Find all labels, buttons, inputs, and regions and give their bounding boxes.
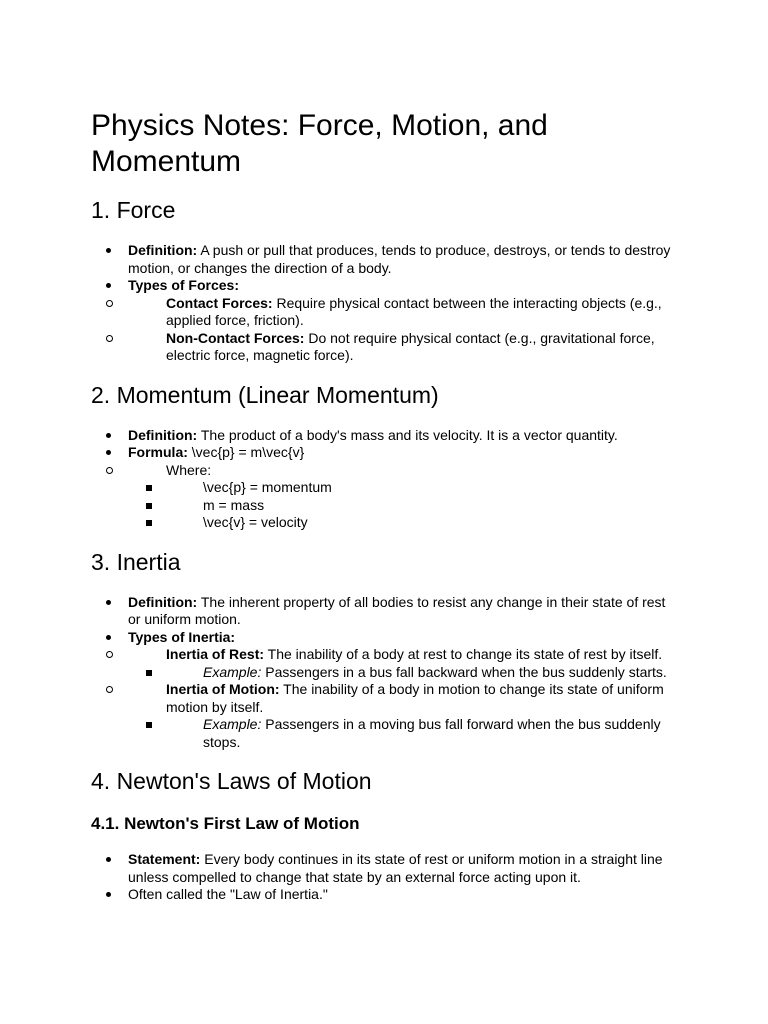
section-heading-newtons-laws: 4. Newton's Laws of Motion: [91, 768, 372, 794]
example-label: Example:: [203, 716, 262, 732]
list-item: [128, 681, 678, 751]
section-heading-force: 1. Force: [91, 197, 176, 223]
list-item: [91, 444, 678, 532]
sub-sub-list: [166, 664, 678, 682]
list-item: [166, 716, 678, 751]
term-text: The inability of a body at rest to change its state of rest by itself.: [264, 646, 663, 662]
sub-list: [128, 462, 678, 532]
term-label: Inertia of Motion:: [166, 681, 280, 697]
sub-sub-list: [166, 716, 678, 751]
term-label: Inertia of Rest:: [166, 646, 265, 662]
term-text: The inherent property of all bodies to resist any change in their state of rest or uniform motion.: [128, 593, 666, 627]
page-title: Physics Notes: Force, Motion, and Momentum: [91, 109, 548, 178]
where-label: Where:: [166, 461, 212, 478]
term-text: Every body continues in its state of rest or uniform motion in a straight line unless compelled to change that state by an external force acting upon it.: [128, 851, 663, 885]
momentum-list: [91, 427, 678, 532]
first-law-list: [91, 851, 678, 904]
example-label: Example:: [203, 663, 262, 680]
list-item: [91, 629, 678, 752]
term-text: Require physical contact between the interacting objects (e.g., applied force, friction).: [166, 294, 662, 328]
list-item: \vec{p} = momentum: [166, 479, 678, 497]
term-text: The inability of a body in motion to change its state of uniform motion by itself.: [166, 681, 664, 715]
list-item: Often called the "Law of Inertia.": [91, 886, 678, 904]
force-list: [91, 242, 678, 365]
list-item: \vec{v} = velocity: [166, 514, 678, 532]
term-label: Definition:: [128, 426, 198, 443]
term-label: Definition:: [128, 593, 198, 610]
sub-list: [128, 646, 678, 751]
example-text: Passengers in a bus fall backward when the bus suddenly starts.: [261, 663, 667, 680]
term-label: Statement:: [128, 851, 201, 867]
subsection-heading-first-law: 4.1. Newton's First Law of Motion: [91, 814, 360, 833]
section-heading-inertia: 3. Inertia: [91, 548, 181, 575]
term-text: Do not require physical contact (e.g., gravitational force, electric force, magnetic force).: [166, 329, 655, 363]
list-item: [128, 646, 678, 681]
list-item: [91, 851, 678, 886]
term-text: A push or pull that produces, tends to produce, destroys, or tends to destroy motion, or changes the direction of a body.: [128, 242, 671, 276]
list-item: [128, 462, 678, 532]
list-item: [128, 295, 678, 330]
list-item: [91, 594, 678, 629]
term-label: Definition:: [128, 242, 198, 258]
list-item: [128, 330, 678, 365]
list-item: m = mass: [166, 497, 678, 515]
term-label: Types of Inertia:: [128, 628, 236, 645]
list-item: [166, 664, 678, 682]
term-label: Contact Forces:: [166, 294, 273, 311]
sub-list: [128, 295, 678, 365]
formula-text: \vec{p} = m\vec{v}: [187, 444, 305, 460]
term-text: The product of a body's mass and its velocity. It is a vector quantity.: [197, 426, 618, 443]
term-label: Formula:: [128, 444, 188, 460]
term-label: Types of Forces:: [128, 277, 239, 293]
list-item: [91, 427, 678, 445]
sub-sub-list: [166, 479, 678, 532]
list-item: [91, 277, 678, 365]
term-label: Non-Contact Forces:: [166, 329, 305, 346]
inertia-list: [91, 594, 678, 752]
section-heading-momentum: 2. Momentum (Linear Momentum): [91, 381, 439, 408]
example-text: Passengers in a moving bus fall forward when the bus suddenly stops.: [203, 716, 661, 750]
list-item: [91, 242, 678, 277]
